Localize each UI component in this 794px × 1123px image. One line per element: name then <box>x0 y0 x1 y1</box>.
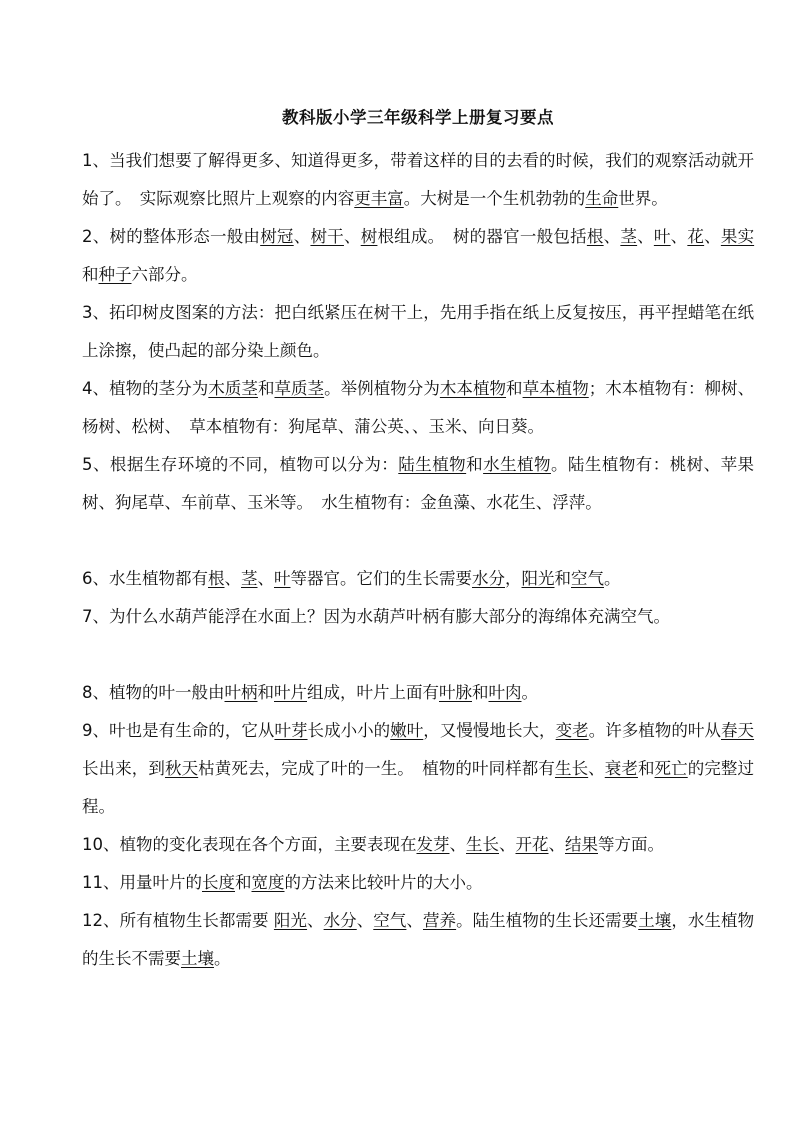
text-segment: 、 <box>603 227 621 246</box>
key-term: 花 <box>687 227 705 246</box>
text-segment: ，水生植物的生长不需要 <box>82 911 755 968</box>
text-segment: 、 <box>257 569 274 588</box>
text-segment: 、 <box>449 835 466 854</box>
key-term: 陆生植物 <box>398 455 467 474</box>
text-segment: 和 <box>235 873 252 892</box>
text-segment: 和 <box>466 455 484 474</box>
key-term: 草质茎 <box>274 379 325 398</box>
document-body <box>82 142 754 978</box>
text-segment: 、 <box>343 227 361 246</box>
key-term: 树 <box>360 227 378 246</box>
text-segment: 5、根据生存环境的不同，植物可以分为： <box>82 455 399 474</box>
text-segment: ，又慢慢地长大， <box>423 721 556 740</box>
text-segment: 12、所有植物生长都需要 <box>82 911 274 930</box>
text-segment: 、 <box>670 227 688 246</box>
key-term: 开花 <box>515 835 549 854</box>
text-segment: 。举例植物分为 <box>324 379 440 398</box>
text-segment: 。 <box>214 949 231 968</box>
text-segment: 。 <box>604 569 621 588</box>
text-segment: 的完整过程。 <box>82 759 754 816</box>
key-term: 生命 <box>585 189 619 208</box>
text-segment: 和 <box>257 683 274 702</box>
text-segment: 。许多植物的叶从 <box>588 721 721 740</box>
document-title: 教科版小学三年级科学上册复习要点 <box>282 108 554 127</box>
review-point-paragraph <box>82 902 754 978</box>
key-term: 变老 <box>555 721 589 740</box>
key-term: 水分 <box>323 911 357 930</box>
text-segment: 3、拓印树皮图案的方法：把白纸紧压在树干上，先用手指在纸上反复按压，再平捏蜡笔在纸上涂擦，使凸起的部分染上颜色。 <box>82 303 754 360</box>
text-segment: ， <box>505 569 522 588</box>
text-segment: 。陆生植物有：桃树、苹果树、狗尾草、车前草、玉米等。 水生植物有：金鱼藻、水花生、浮萍。 <box>82 455 755 512</box>
key-term: 生长 <box>466 835 499 854</box>
review-point-paragraph <box>82 674 754 712</box>
text-segment: 组成，叶片上面有 <box>307 683 439 702</box>
review-point-paragraph <box>82 864 754 902</box>
key-term: 结果 <box>565 835 598 854</box>
review-point-paragraph <box>82 370 754 446</box>
text-segment: 4、植物的茎分为 <box>82 379 209 398</box>
key-term: 叶片 <box>274 683 307 702</box>
text-segment: 和 <box>554 569 571 588</box>
text-segment: 2、树的整体形态一般由 <box>82 227 261 246</box>
key-term: 阳光 <box>521 569 555 588</box>
key-term: 水分 <box>472 569 505 588</box>
key-term: 更丰富 <box>354 189 404 208</box>
key-term: 叶脉 <box>439 683 472 702</box>
key-term: 草本植物 <box>522 379 589 398</box>
key-term: 春天 <box>721 721 755 740</box>
review-point-paragraph <box>82 142 754 218</box>
text-segment: 、 <box>307 911 324 930</box>
text-segment: 世界。 <box>618 189 668 208</box>
key-term: 土壤 <box>638 911 672 930</box>
paragraph-spacer <box>82 636 754 674</box>
text-segment: 10、植物的变化表现在各个方面，主要表现在 <box>82 835 417 854</box>
text-segment: 等器官。它们的生长需要 <box>290 569 472 588</box>
text-segment: 9、叶也是有生命的，它从 <box>82 721 275 740</box>
key-term: 土壤 <box>181 949 214 968</box>
key-term: 种子 <box>98 265 132 284</box>
key-term: 长度 <box>202 873 235 892</box>
text-segment: 根组成。 树的器官一般包括 <box>377 227 587 246</box>
key-term: 发芽 <box>416 835 450 854</box>
review-point-paragraph <box>82 446 754 522</box>
review-point-paragraph <box>82 294 754 370</box>
text-segment: 、 <box>293 227 311 246</box>
text-segment: 。 <box>521 683 538 702</box>
text-segment: 和 <box>257 379 275 398</box>
text-segment: 8、植物的叶一般由 <box>82 683 225 702</box>
key-term: 根 <box>208 569 225 588</box>
key-term: 秋天 <box>164 759 199 778</box>
key-term: 叶柄 <box>224 683 258 702</box>
text-segment: 和 <box>637 759 655 778</box>
text-segment: 。陆生植物的生长还需要 <box>456 911 639 930</box>
text-segment: 。大树是一个生机勃勃的 <box>403 189 586 208</box>
key-term: 叶 <box>653 227 671 246</box>
key-term: 阳光 <box>273 911 308 930</box>
review-point-paragraph <box>82 712 754 826</box>
text-segment: 、 <box>356 911 374 930</box>
key-term: 水生植物 <box>483 455 551 474</box>
key-term: 茎 <box>620 227 638 246</box>
key-term: 空气 <box>571 569 604 588</box>
text-segment: 和 <box>82 265 99 284</box>
key-term: 空气 <box>373 911 407 930</box>
key-term: 叶芽 <box>274 721 308 740</box>
key-term: 木质茎 <box>208 379 258 398</box>
text-segment: 、 <box>588 759 605 778</box>
paragraph-spacer <box>82 522 754 560</box>
key-term: 树冠 <box>260 227 294 246</box>
review-point-paragraph <box>82 598 754 636</box>
text-segment: 6、水生植物都有 <box>82 569 208 588</box>
text-segment: 和 <box>472 683 489 702</box>
review-point-paragraph <box>82 560 754 598</box>
text-segment: 、 <box>548 835 565 854</box>
key-term: 生长 <box>554 759 589 778</box>
key-term: 宽度 <box>251 873 285 892</box>
key-term: 木本植物 <box>439 379 507 398</box>
text-segment: 长出来，到 <box>82 759 165 778</box>
text-segment: 、 <box>499 835 516 854</box>
text-segment: 、 <box>406 911 423 930</box>
key-term: 衰老 <box>604 759 638 778</box>
text-segment: 1、当我们想要了解得更多、知道得更多，带着这样的目的去看的时候，我们的观察活动就开始了。 实际观察比照片上观察的内容 <box>82 151 754 208</box>
review-point-paragraph <box>82 826 754 864</box>
text-segment: 等方面。 <box>598 835 664 854</box>
text-segment: ；木本植物有：柳树、杨树、松树、 草本植物有：狗尾草、蒲公英、、玉米、向日葵。 <box>82 379 755 436</box>
review-point-paragraph <box>82 218 754 294</box>
text-segment: 7、为什么水葫芦能浮在水面上？因为水葫芦叶柄有膨大部分的海绵体充满空气。 <box>82 607 670 626</box>
text-segment: 、 <box>704 227 721 246</box>
text-segment: 、 <box>224 569 241 588</box>
key-term: 果实 <box>720 227 755 246</box>
key-term: 根 <box>586 227 604 246</box>
text-segment: 长成小小的 <box>307 721 391 740</box>
key-term: 叶 <box>274 569 291 588</box>
key-term: 茎 <box>241 569 258 588</box>
key-term: 营养 <box>422 911 457 930</box>
text-segment: 11、用量叶片的 <box>82 873 202 892</box>
text-segment: 枯黄死去，完成了叶的一生。 植物的叶同样都有 <box>198 759 555 778</box>
text-segment: 、 <box>637 227 654 246</box>
key-term: 死亡 <box>654 759 688 778</box>
text-segment: 的方法来比较叶片的大小。 <box>284 873 483 892</box>
text-segment: 六部分。 <box>131 265 198 284</box>
text-segment: 和 <box>506 379 523 398</box>
key-term: 树干 <box>310 227 344 246</box>
key-term: 嫩叶 <box>390 721 424 740</box>
key-term: 叶肉 <box>488 683 522 702</box>
